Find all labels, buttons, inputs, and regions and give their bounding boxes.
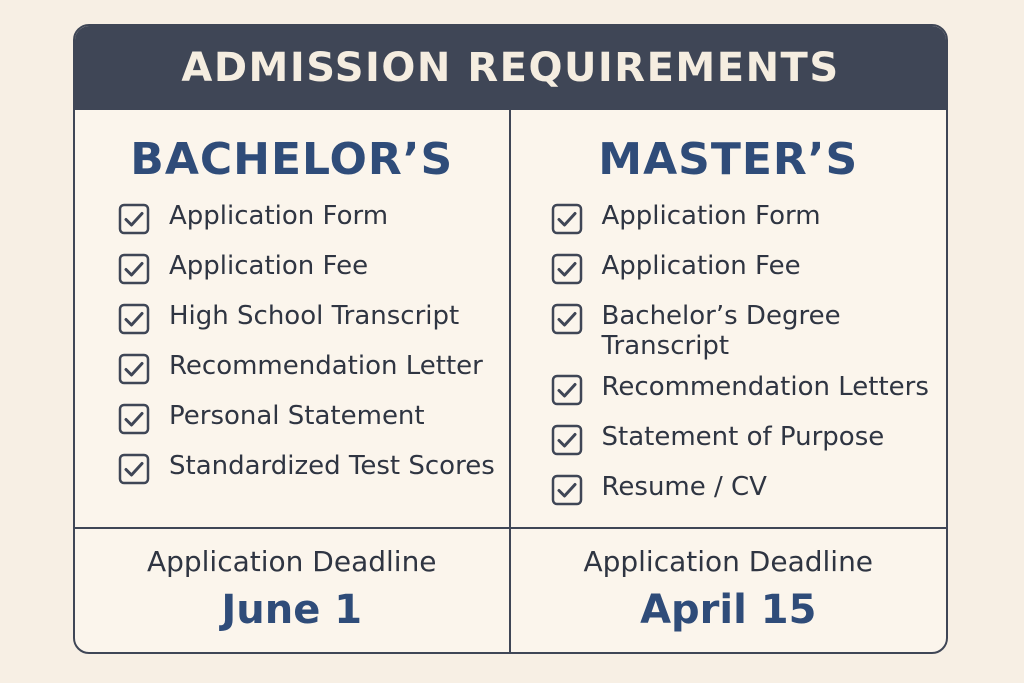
checked-checkbox-icon xyxy=(551,424,583,456)
bachelors-column xyxy=(75,110,511,527)
requirement-label: Standardized Test Scores xyxy=(169,451,495,481)
requirement-label: Resume / CV xyxy=(601,472,767,502)
deadline-label: Application Deadline xyxy=(146,545,437,578)
list-item xyxy=(551,201,937,251)
requirement-label: High School Transcript xyxy=(169,301,460,331)
list-item xyxy=(118,401,499,451)
masters-column xyxy=(511,110,947,527)
list-item xyxy=(118,451,499,501)
list-item xyxy=(551,472,937,522)
requirement-label: Application Fee xyxy=(169,251,369,281)
checked-checkbox-icon xyxy=(551,303,583,335)
masters-title: MASTER’S xyxy=(598,134,859,185)
checked-checkbox-icon xyxy=(118,203,150,235)
masters-requirement-list xyxy=(551,201,937,522)
list-item xyxy=(118,251,499,301)
requirement-label: Bachelor’s Degree Transcript xyxy=(601,301,841,361)
checked-checkbox-icon xyxy=(118,253,150,285)
checked-checkbox-icon xyxy=(118,403,150,435)
deadlines-row xyxy=(75,527,946,654)
checked-checkbox-icon xyxy=(118,353,150,385)
deadline-date: April 15 xyxy=(640,587,817,633)
list-item xyxy=(551,251,937,301)
admission-requirements-card xyxy=(73,24,948,654)
list-item xyxy=(118,351,499,401)
list-item xyxy=(118,201,499,251)
requirement-label: Statement of Purpose xyxy=(601,422,885,452)
requirement-label: Personal Statement xyxy=(169,401,425,431)
list-item xyxy=(551,301,937,372)
bachelors-deadline xyxy=(75,529,511,654)
card-title: ADMISSION REQUIREMENTS xyxy=(75,26,946,110)
checked-checkbox-icon xyxy=(551,374,583,406)
bachelors-requirement-list xyxy=(118,201,499,501)
checked-checkbox-icon xyxy=(118,303,150,335)
list-item xyxy=(118,301,499,351)
masters-deadline xyxy=(511,529,947,654)
requirement-label: Recommendation Letter xyxy=(169,351,483,381)
checked-checkbox-icon xyxy=(551,474,583,506)
list-item xyxy=(551,372,937,422)
deadline-label: Application Deadline xyxy=(583,545,874,578)
checked-checkbox-icon xyxy=(551,203,583,235)
requirement-label: Recommendation Letters xyxy=(601,372,929,402)
deadline-date: June 1 xyxy=(221,587,363,633)
requirement-label: Application Form xyxy=(601,201,821,231)
requirement-label: Application Form xyxy=(169,201,389,231)
checked-checkbox-icon xyxy=(118,453,150,485)
checked-checkbox-icon xyxy=(551,253,583,285)
requirement-label: Application Fee xyxy=(601,251,801,281)
bachelors-title: BACHELOR’S xyxy=(130,134,454,185)
list-item xyxy=(551,422,937,472)
requirements-columns xyxy=(75,110,946,527)
